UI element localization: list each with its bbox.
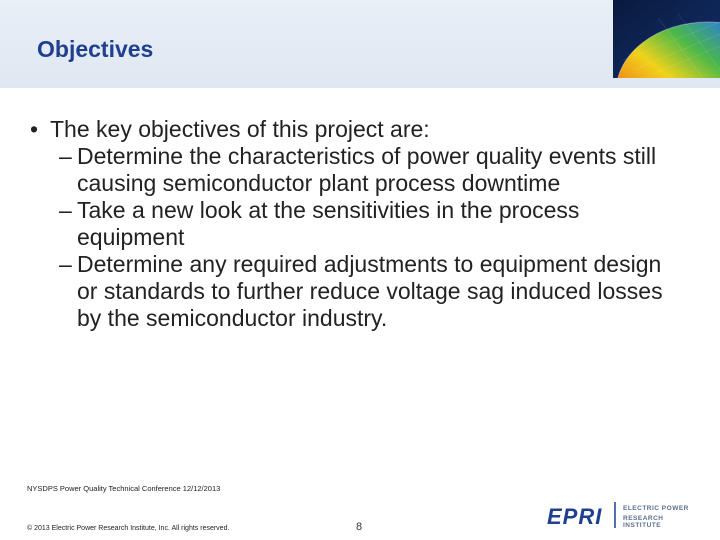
- sub-bullet: [59, 251, 690, 332]
- sub-bullet-dash: –: [59, 197, 72, 223]
- slide-content: [30, 116, 690, 332]
- epri-logo-wordmark: EPRI: [547, 504, 603, 529]
- main-bullet: [30, 116, 690, 143]
- main-bullet-text: The key objectives of this project are:: [50, 116, 430, 142]
- sub-bullet: [59, 143, 690, 197]
- header-wafer-image: [613, 0, 720, 78]
- logo-line-2: RESEARCH INSTITUTE: [623, 515, 664, 529]
- footer-copyright: © 2013 Electric Power Research Institute, Inc. All rights reserved.: [27, 525, 230, 532]
- slide-title: Objectives: [37, 36, 154, 62]
- footer-conference: NYSDPS Power Quality Technical Conference 12/12/2013: [27, 484, 221, 493]
- sub-bullet-text: Determine any required adjustments to equipment design or standards to further reduce voltage sag induced losses by the semiconductor industry.: [77, 251, 663, 331]
- bullet-marker: •: [30, 116, 39, 142]
- sub-bullet-dash: –: [59, 251, 72, 277]
- sub-bullet-text: Take a new look at the sensitivities in the process equipment: [77, 197, 580, 250]
- epri-logo: [547, 498, 697, 532]
- sub-bullet-text: Determine the characteristics of power quality events still causing semiconductor plant process downtime: [77, 143, 657, 196]
- page-number: 8: [356, 521, 363, 533]
- epri-logo-mark: [547, 498, 617, 532]
- logo-line-1: ELECTRIC POWER: [623, 505, 689, 512]
- sub-bullet: [59, 197, 690, 251]
- sub-bullet-dash: –: [59, 143, 72, 169]
